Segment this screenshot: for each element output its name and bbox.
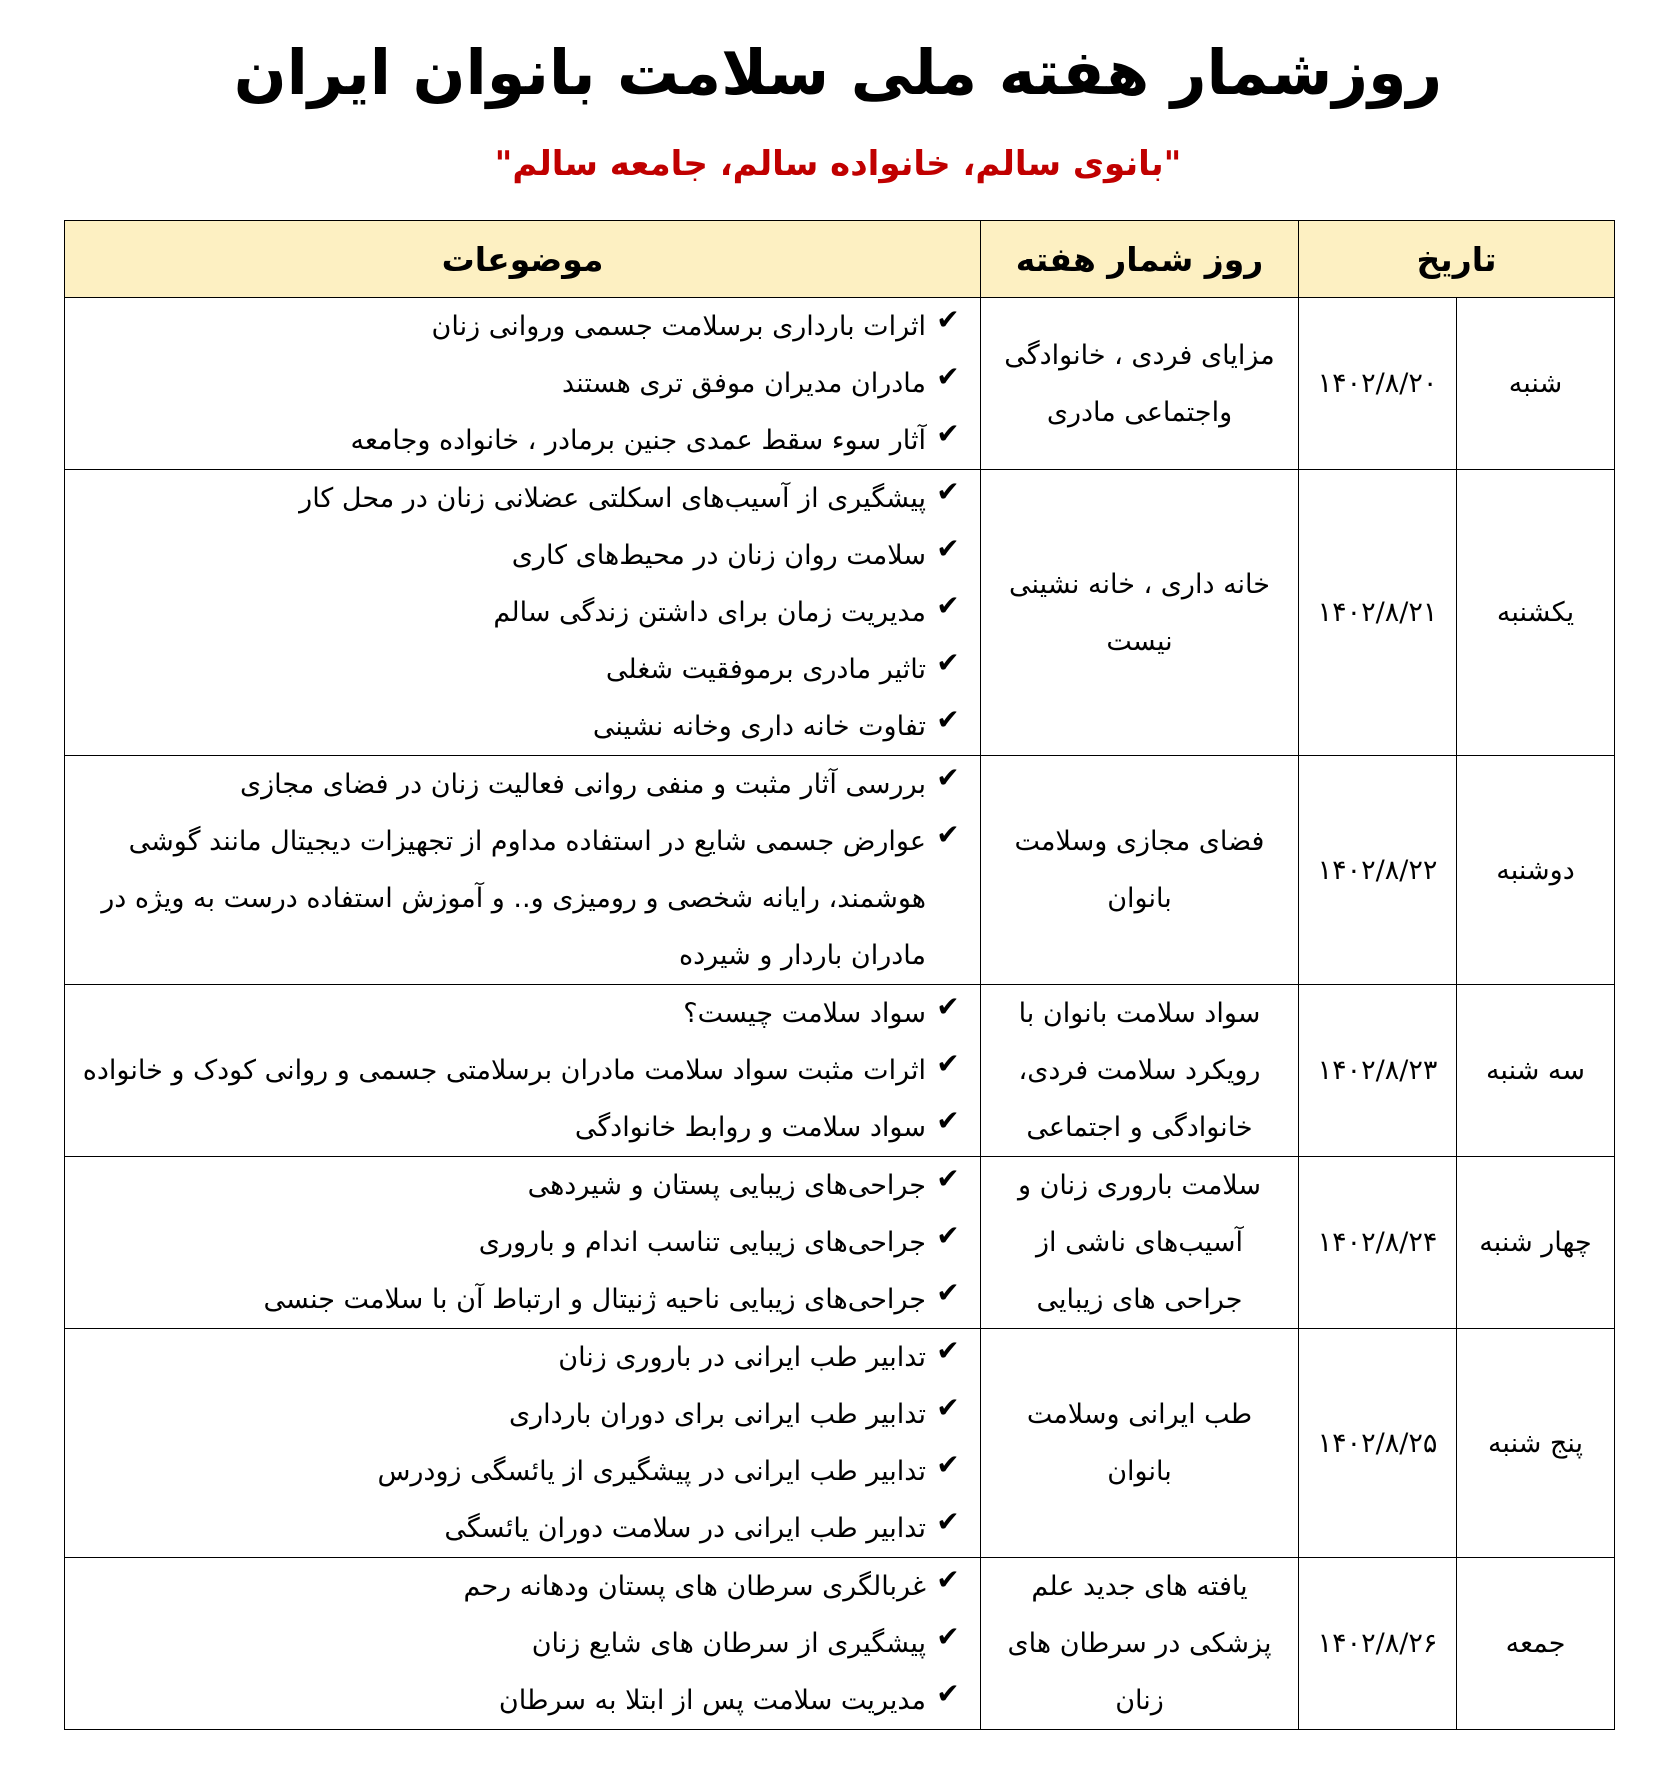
checkmark-icon: ✔ bbox=[936, 1162, 960, 1195]
topic-text: جراحی‌های زیبایی ناحیه ژنیتال و ارتباط آن با سلامت جنسی bbox=[263, 1284, 926, 1315]
table-row bbox=[65, 298, 1615, 470]
theme-cell: سلامت باروری زنان و آسیب‌های ناشی از جراحی های زیبایی bbox=[981, 1157, 1299, 1329]
day-cell: شنبه bbox=[1457, 298, 1615, 470]
topic-text: غربالگری سرطان های پستان ودهانه رحم bbox=[463, 1571, 926, 1602]
topic-item bbox=[65, 1500, 980, 1557]
topic-item bbox=[65, 1214, 980, 1271]
table-header-row bbox=[65, 221, 1615, 298]
checkmark-icon: ✔ bbox=[936, 1104, 960, 1137]
checkmark-icon: ✔ bbox=[936, 1620, 960, 1653]
topic-text: تدابیر طب ایرانی در سلامت دوران یائسگی bbox=[444, 1513, 926, 1544]
day-cell: یکشنبه bbox=[1457, 470, 1615, 756]
table-row bbox=[65, 470, 1615, 756]
topic-item bbox=[65, 756, 980, 813]
checkmark-icon: ✔ bbox=[936, 589, 960, 622]
topic-list bbox=[65, 1329, 980, 1557]
theme-cell: فضای مجازی وسلامت بانوان bbox=[981, 756, 1299, 985]
topic-item bbox=[65, 813, 980, 984]
topic-item bbox=[65, 470, 980, 527]
date-cell: ۱۴۰۲/۸/۲۳ bbox=[1299, 985, 1457, 1157]
checkmark-icon: ✔ bbox=[936, 990, 960, 1023]
checkmark-icon: ✔ bbox=[936, 761, 960, 794]
checkmark-icon: ✔ bbox=[936, 1448, 960, 1481]
day-cell: دوشنبه bbox=[1457, 756, 1615, 985]
theme-cell: مزایای فردی ، خانوادگی واجتماعی مادری bbox=[981, 298, 1299, 470]
topic-item bbox=[65, 698, 980, 755]
date-cell: ۱۴۰۲/۸/۲۶ bbox=[1299, 1558, 1457, 1730]
topic-list bbox=[65, 1157, 980, 1328]
topic-item bbox=[65, 1329, 980, 1386]
topic-text: تدابیر طب ایرانی برای دوران بارداری bbox=[508, 1399, 926, 1430]
date-cell: ۱۴۰۲/۸/۲۱ bbox=[1299, 470, 1457, 756]
topic-list bbox=[65, 756, 980, 984]
topic-text: اثرات بارداری برسلامت جسمی وروانی زنان bbox=[431, 311, 926, 342]
topics-cell bbox=[65, 985, 981, 1157]
topics-cell bbox=[65, 1157, 981, 1329]
topic-text: مدیریت زمان برای داشتن زندگی سالم bbox=[493, 597, 926, 628]
checkmark-icon: ✔ bbox=[936, 475, 960, 508]
topic-item bbox=[65, 412, 980, 469]
checkmark-icon: ✔ bbox=[936, 417, 960, 450]
topic-list bbox=[65, 1558, 980, 1729]
topic-text: جراحی‌های زیبایی تناسب اندام و باروری bbox=[478, 1227, 926, 1258]
checkmark-icon: ✔ bbox=[936, 703, 960, 736]
topic-text: پیشگیری از آسیب‌های اسکلتی عضلانی زنان در محل کار bbox=[299, 483, 926, 514]
day-cell: جمعه bbox=[1457, 1558, 1615, 1730]
topic-item bbox=[65, 1443, 980, 1500]
topic-list bbox=[65, 470, 980, 755]
topic-list bbox=[65, 298, 980, 469]
schedule-body bbox=[65, 298, 1615, 1730]
checkmark-icon: ✔ bbox=[936, 1276, 960, 1309]
topic-item bbox=[65, 527, 980, 584]
topic-text: سواد سلامت و روابط خانوادگی bbox=[574, 1112, 926, 1143]
topic-text: تدابیر طب ایرانی در باروری زنان bbox=[558, 1342, 926, 1373]
date-cell: ۱۴۰۲/۸/۲۲ bbox=[1299, 756, 1457, 985]
header-date: تاریخ bbox=[1299, 221, 1615, 298]
table-row bbox=[65, 985, 1615, 1157]
date-cell: ۱۴۰۲/۸/۲۰ bbox=[1299, 298, 1457, 470]
topic-item bbox=[65, 1558, 980, 1615]
topic-text: اثرات مثبت سواد سلامت مادران برسلامتی جسمی و روانی کودک و خانواده bbox=[82, 1055, 926, 1086]
checkmark-icon: ✔ bbox=[936, 1677, 960, 1710]
checkmark-icon: ✔ bbox=[936, 646, 960, 679]
day-cell: چهار شنبه bbox=[1457, 1157, 1615, 1329]
checkmark-icon: ✔ bbox=[936, 818, 960, 851]
topic-text: تاثیر مادری برموفقیت شغلی bbox=[605, 654, 926, 685]
topics-cell bbox=[65, 470, 981, 756]
day-cell: پنج شنبه bbox=[1457, 1329, 1615, 1558]
topic-item bbox=[65, 641, 980, 698]
topic-text: مادران مدیران موفق تری هستند bbox=[562, 368, 926, 399]
header-theme: روز شمار هفته bbox=[981, 221, 1299, 298]
topic-item bbox=[65, 355, 980, 412]
checkmark-icon: ✔ bbox=[936, 1334, 960, 1367]
checkmark-icon: ✔ bbox=[936, 1047, 960, 1080]
topic-item bbox=[65, 1157, 980, 1214]
topic-text: سلامت روان زنان در محیط‌های کاری bbox=[511, 540, 926, 571]
topic-item bbox=[65, 1099, 980, 1156]
checkmark-icon: ✔ bbox=[936, 360, 960, 393]
checkmark-icon: ✔ bbox=[936, 1391, 960, 1424]
topics-cell bbox=[65, 1558, 981, 1730]
topics-cell bbox=[65, 756, 981, 985]
table-row bbox=[65, 1329, 1615, 1558]
topic-text: پیشگیری از سرطان های شایع زنان bbox=[531, 1628, 926, 1659]
header-topics: موضوعات bbox=[65, 221, 981, 298]
topic-text: جراحی‌های زیبایی پستان و شیردهی bbox=[527, 1170, 926, 1201]
topics-cell bbox=[65, 1329, 981, 1558]
checkmark-icon: ✔ bbox=[936, 1563, 960, 1596]
checkmark-icon: ✔ bbox=[936, 303, 960, 336]
page-title: روزشمار هفته ملی سلامت بانوان ایران bbox=[233, 36, 1443, 109]
theme-cell: یافته های جدید علم پزشکی در سرطان های زنان bbox=[981, 1558, 1299, 1730]
theme-cell: طب ایرانی وسلامت بانوان bbox=[981, 1329, 1299, 1558]
topic-item bbox=[65, 1615, 980, 1672]
topic-text: بررسی آثار مثبت و منفی روانی فعالیت زنان در فضای مجازی bbox=[239, 769, 926, 800]
topic-text: آثار سوء سقط عمدی جنین برمادر ، خانواده وجامعه bbox=[350, 425, 926, 456]
topic-item bbox=[65, 1042, 980, 1099]
topic-item bbox=[65, 1271, 980, 1328]
topic-text: مدیریت سلامت پس از ابتلا به سرطان bbox=[498, 1685, 926, 1716]
topic-item bbox=[65, 985, 980, 1042]
topics-cell bbox=[65, 298, 981, 470]
checkmark-icon: ✔ bbox=[936, 532, 960, 565]
topic-item bbox=[65, 298, 980, 355]
table-row bbox=[65, 756, 1615, 985]
topic-item bbox=[65, 1386, 980, 1443]
theme-cell: سواد سلامت بانوان با رویکرد سلامت فردی، خانوادگی و اجتماعی bbox=[981, 985, 1299, 1157]
schedule-table bbox=[64, 220, 1615, 1730]
table-row bbox=[65, 1558, 1615, 1730]
date-cell: ۱۴۰۲/۸/۲۴ bbox=[1299, 1157, 1457, 1329]
table-row bbox=[65, 1157, 1615, 1329]
topic-text: سواد سلامت چیست؟ bbox=[683, 998, 926, 1029]
theme-cell: خانه داری ، خانه نشینی نیست bbox=[981, 470, 1299, 756]
topic-list bbox=[65, 985, 980, 1156]
slogan: "بانوی سالم، خانواده سالم، جامعه سالم" bbox=[494, 144, 1182, 184]
checkmark-icon: ✔ bbox=[936, 1219, 960, 1252]
day-cell: سه شنبه bbox=[1457, 985, 1615, 1157]
topic-text: عوارض جسمی شایع در استفاده مداوم از تجهیزات دیجیتال مانند گوشی هوشمند، رایانه شخصی و رومیزی و.. و آموزش استفاده درست به ویژه در مادران باردار و شیرده bbox=[101, 826, 926, 971]
topic-text: تدابیر طب ایرانی در پیشگیری از یائسگی زودرس bbox=[377, 1456, 926, 1487]
date-cell: ۱۴۰۲/۸/۲۵ bbox=[1299, 1329, 1457, 1558]
topic-text: تفاوت خانه داری وخانه نشینی bbox=[592, 711, 926, 742]
checkmark-icon: ✔ bbox=[936, 1505, 960, 1538]
topic-item bbox=[65, 584, 980, 641]
topic-item bbox=[65, 1672, 980, 1729]
